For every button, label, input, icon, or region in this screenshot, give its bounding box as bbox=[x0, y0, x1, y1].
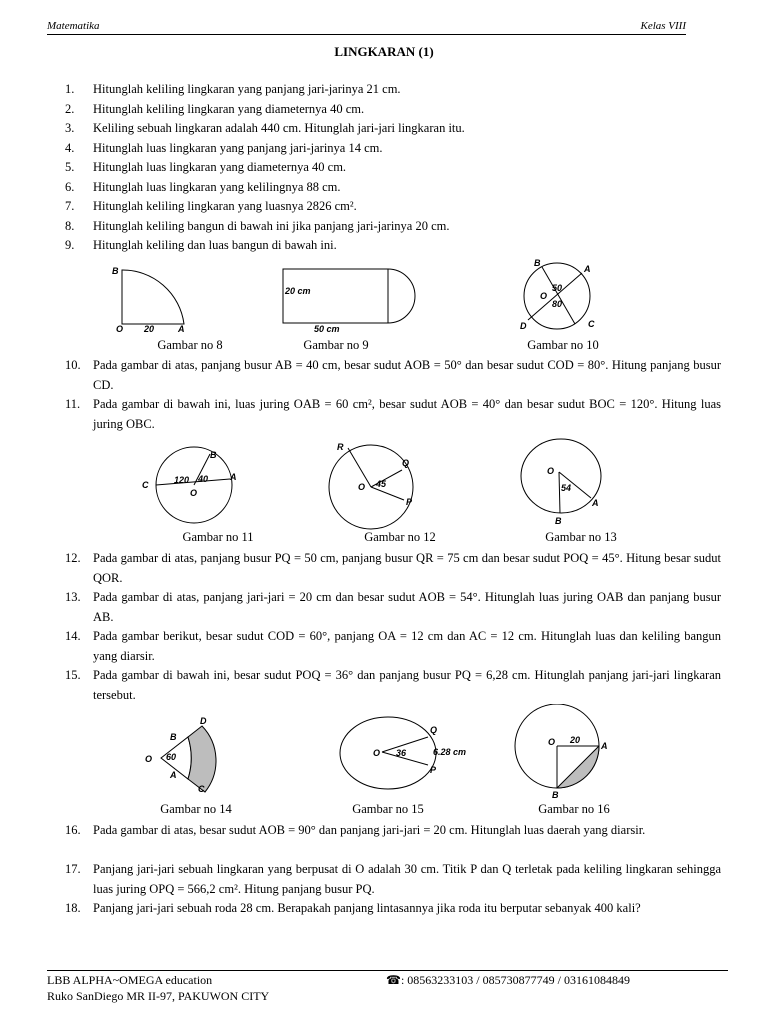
fig15-label-o: O bbox=[373, 748, 381, 758]
question-12: 12. Pada gambar di atas, panjang busur PQ = 50 cm, panjang busur QR = 75 cm dan besar sudut POQ = 45°. Hitung besar sudut QOR. bbox=[65, 551, 721, 585]
question-18: 18. Panjang jari-jari sebuah roda 28 cm. Berapakah panjang lintasannya jika roda itu berputar sebanyak 400 kali? bbox=[65, 901, 641, 915]
fig16-label-o: O bbox=[548, 737, 556, 747]
question-8: 8. Hitunglah keliling bangun di bawah ini jika panjang jari-jarinya 20 cm. bbox=[65, 218, 450, 233]
fig9-label-width: 50 cm bbox=[314, 324, 340, 334]
question-6: 6. Hitunglah luas lingkaran yang kelilingnya 88 cm. bbox=[65, 179, 341, 194]
fig10-label-b: B bbox=[534, 258, 541, 268]
fig16-label-a: A bbox=[601, 741, 608, 751]
fig10-angle-2: 80 bbox=[552, 299, 563, 309]
caption-14: Gambar no 14 bbox=[160, 802, 232, 816]
figure-9 bbox=[280, 266, 432, 336]
fig9-label-height: 20 cm bbox=[285, 286, 311, 296]
figure-10 bbox=[512, 258, 612, 336]
header-class: Kelas VIII bbox=[640, 20, 686, 32]
fig12-angle: 45 bbox=[376, 479, 387, 489]
fig10-label-d: D bbox=[520, 321, 527, 331]
figure-12 bbox=[326, 440, 426, 530]
question-13: 13. Pada gambar di atas, panjang jari-jari = 20 cm dan besar sudut AOB = 54°. Hitunglah luas juring OAB dan panjang busur AB. bbox=[65, 590, 721, 624]
figure-16 bbox=[512, 704, 612, 800]
fig13-angle: 54 bbox=[561, 483, 572, 493]
caption-9: Gambar no 9 bbox=[303, 338, 369, 352]
question-15: 15. Pada gambar di bawah ini, besar sudut POQ = 36° dan panjang busur PQ = 6,28 cm. Hitunglah panjang jari-jari lingkaran tersebut. bbox=[65, 668, 721, 702]
question-10: 10. Pada gambar di atas, panjang busur AB = 40 cm, besar sudut AOB = 50° dan besar sudut COD = 80°. Hitung panjang busur CD. bbox=[65, 358, 721, 392]
fig14-label-o: O bbox=[145, 754, 153, 764]
caption-12: Gambar no 12 bbox=[364, 530, 436, 544]
question-16: 16. Pada gambar di atas, besar sudut AOB = 90° dan panjang jari-jari = 20 cm. Hitunglah luas daerah yang diarsir. bbox=[65, 823, 646, 837]
fig11-label-o: O bbox=[190, 488, 198, 498]
fig10-label-c: C bbox=[588, 319, 595, 329]
fig16-label-b: B bbox=[552, 790, 559, 800]
fig12-label-r: R bbox=[337, 442, 344, 452]
question-17: 17. Panjang jari-jari sebuah lingkaran yang berpusat di O adalah 30 cm. Titik P dan Q terletak pada keliling lingkaran sehingga luas juring OPQ = 566,2 cm². Hitung panjang busur PQ. bbox=[65, 862, 721, 896]
fig11-angle-1: 120 bbox=[174, 475, 190, 485]
fig11-label-a: A bbox=[230, 472, 237, 482]
footer-org-name: LBB ALPHA~OMEGA education bbox=[47, 973, 213, 987]
fig14-label-a: A bbox=[170, 770, 177, 780]
fig14-label-d: D bbox=[200, 716, 207, 726]
telephone-icon: ☎ bbox=[386, 973, 401, 987]
fig11-label-c: C bbox=[142, 480, 149, 490]
fig13-label-a: A bbox=[592, 498, 599, 508]
fig14-label-b: B bbox=[170, 732, 177, 742]
fig15-label-arc: 6.28 cm bbox=[433, 747, 467, 757]
footer-phone: : 08563233103 / 085730877749 / 03161084849 bbox=[400, 973, 630, 987]
question-2: 2. Hitunglah keliling lingkaran yang diameternya 40 cm. bbox=[65, 101, 365, 116]
footer-contact bbox=[386, 972, 630, 988]
fig8-label-o: O bbox=[116, 324, 124, 334]
fig8-label-a: A bbox=[178, 324, 185, 334]
fig16-label-r: 20 bbox=[570, 735, 581, 745]
fig15-label-q: Q bbox=[430, 725, 438, 735]
question-11: 11. Pada gambar di bawah ini, luas juring OAB = 60 cm², besar sudut AOB = 40° dan besar sudut BOC = 120°. Hitung luas juring OBC. bbox=[65, 397, 721, 431]
caption-16: Gambar no 16 bbox=[538, 802, 610, 816]
page-header bbox=[47, 20, 686, 35]
question-1: 1. Hitunglah keliling lingkaran yang panjang jari-jarinya 21 cm. bbox=[65, 82, 401, 96]
caption-13: Gambar no 13 bbox=[545, 530, 617, 544]
fig12-label-q: Q bbox=[402, 458, 410, 468]
fig14-label-c: C bbox=[198, 784, 205, 794]
question-5: 5. Hitunglah luas lingkaran yang diameternya 40 cm. bbox=[65, 160, 347, 174]
figure-14 bbox=[140, 712, 220, 798]
fig11-label-b: B bbox=[210, 450, 217, 460]
header-subject: Matematika bbox=[47, 20, 100, 32]
figure-13 bbox=[515, 436, 610, 528]
fig14-angle: 60 bbox=[166, 752, 177, 762]
caption-11: Gambar no 11 bbox=[182, 530, 254, 544]
figure-8 bbox=[108, 262, 198, 334]
figure-15 bbox=[338, 715, 478, 795]
fig12-label-o: O bbox=[358, 482, 366, 492]
fig8-label-b: B bbox=[112, 266, 119, 276]
fig10-angle-1: 50 bbox=[552, 283, 563, 293]
fig10-label-o: O bbox=[540, 291, 548, 301]
caption-15: Gambar no 15 bbox=[352, 802, 424, 816]
question-4: 4. Hitunglah luas lingkaran yang panjang jari-jarinya 14 cm. bbox=[65, 140, 383, 155]
fig13-label-o: O bbox=[547, 466, 555, 476]
fig15-angle: 36 bbox=[396, 748, 407, 758]
footer-divider bbox=[47, 970, 728, 971]
question-7: 7. Hitunglah keliling lingkaran yang luasnya 2826 cm². bbox=[65, 199, 357, 213]
fig11-angle-2: 40 bbox=[198, 474, 209, 484]
question-3: 3. Keliling sebuah lingkaran adalah 440 cm. Hitunglah jari-jari lingkaran itu. bbox=[65, 121, 465, 135]
caption-10: Gambar no 10 bbox=[527, 338, 599, 352]
caption-8: Gambar no 8 bbox=[157, 338, 223, 352]
fig10-label-a: A bbox=[584, 264, 591, 274]
question-14: 14. Pada gambar berikut, besar sudut COD = 60°, panjang OA = 12 cm dan AC = 12 cm. Hitunglah luas dan keliling bangun yang diarsir. bbox=[65, 629, 721, 663]
fig8-label-r: 20 bbox=[144, 324, 155, 334]
fig15-label-p: P bbox=[430, 765, 437, 775]
footer-address: Ruko SanDiego MR II-97, PAKUWON CITY bbox=[47, 989, 270, 1003]
question-9: 9. Hitunglah keliling dan luas bangun di bawah ini. bbox=[65, 238, 337, 252]
page-title: LINGKARAN (1) bbox=[334, 44, 434, 59]
figure-11 bbox=[140, 440, 250, 525]
footer-org bbox=[47, 972, 269, 1004]
fig12-label-p: P bbox=[406, 497, 413, 507]
fig13-label-b: B bbox=[555, 516, 562, 526]
